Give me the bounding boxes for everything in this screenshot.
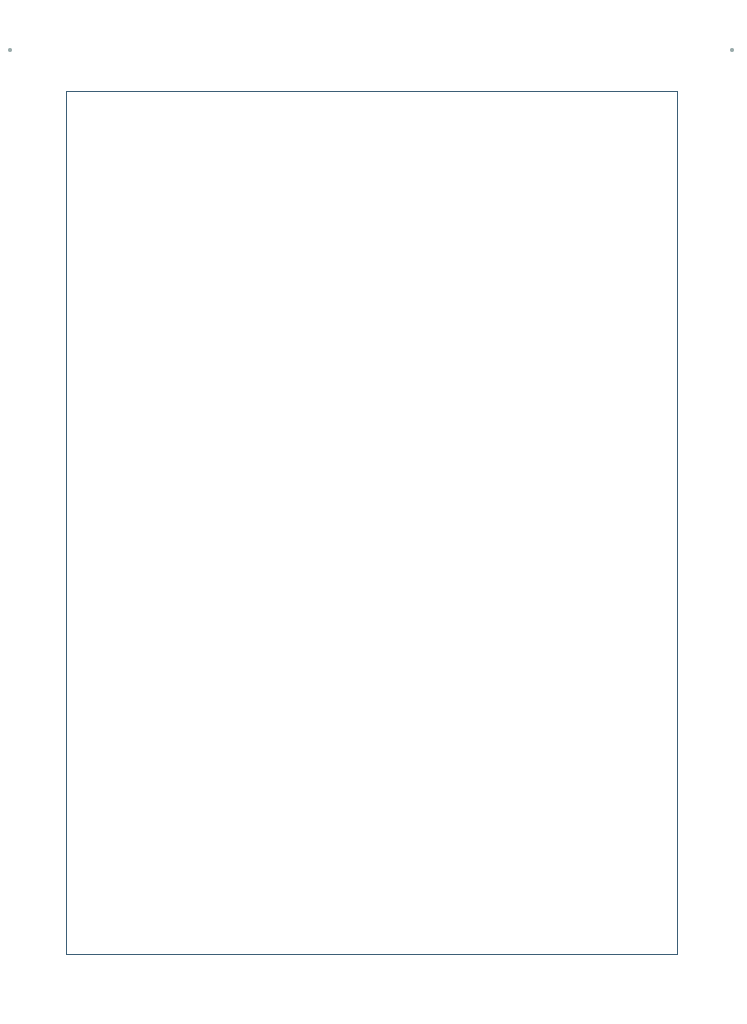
scan-mark-dot — [8, 48, 12, 52]
motor-spec-table — [66, 91, 678, 955]
scan-mark-dot — [730, 48, 734, 52]
